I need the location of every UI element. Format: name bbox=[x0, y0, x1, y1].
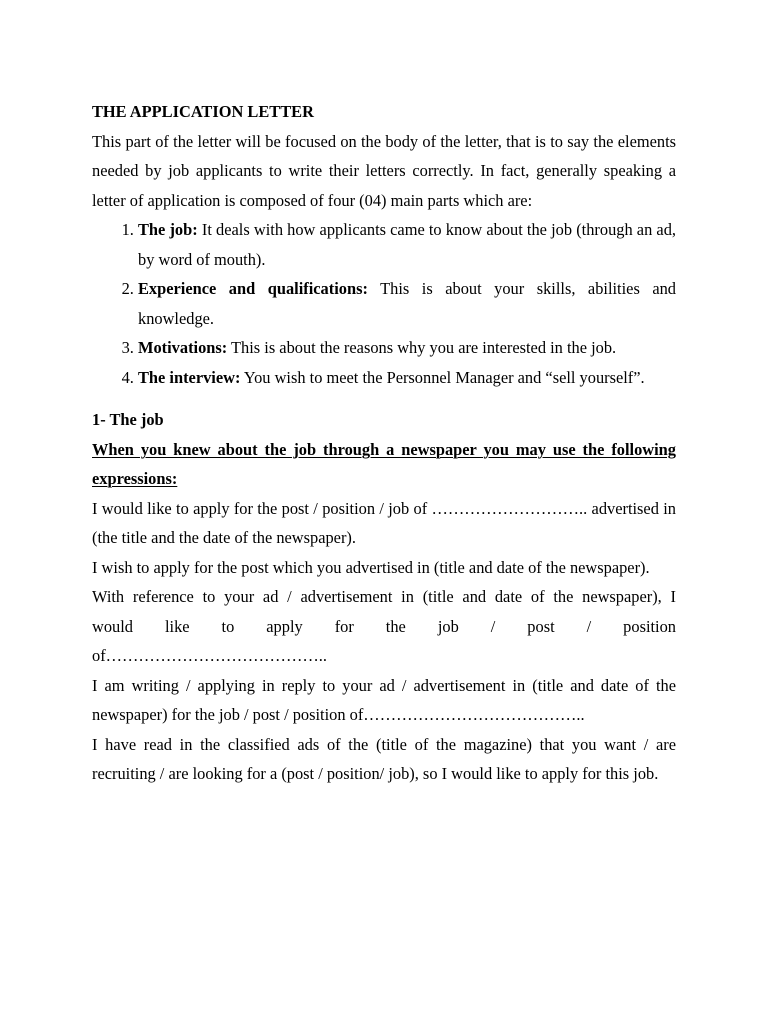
expression-line: With reference to your ad / advertisement in (title and date of the newspaper), I bbox=[92, 587, 676, 606]
expression-paragraph bbox=[92, 582, 676, 671]
expression-line: would like to apply for the job / post / position bbox=[92, 616, 676, 636]
part-term: Motivations: bbox=[138, 338, 228, 357]
part-term: The interview: bbox=[138, 367, 241, 387]
list-item bbox=[138, 215, 676, 274]
part-term: Experience and qualifications: bbox=[138, 279, 368, 298]
list-item bbox=[138, 333, 676, 363]
part-text: This is about the reasons why you are interested in the job. bbox=[227, 338, 617, 357]
section-subheading: When you knew about the job through a newspaper you may use the following expressions: bbox=[92, 439, 676, 488]
parts-list bbox=[92, 215, 676, 392]
expression-paragraph: I have read in the classified ads of the (title of the magazine) that you want / are recruiting / are looking for a (post / position/ job), so I would like to apply for this job. bbox=[92, 734, 676, 783]
document-body bbox=[92, 97, 676, 789]
part-term: The job: bbox=[138, 220, 198, 239]
expression-paragraph: I would like to apply for the post / position / job of ……………………….. advertised in (the title and the date of the newspaper). bbox=[92, 498, 676, 547]
part-text: This is about your skills, abilities and knowledge. bbox=[138, 279, 676, 328]
document-title: THE APPLICATION LETTER bbox=[92, 102, 314, 121]
expression-paragraph: I am writing / applying in reply to your ad / advertisement in (title and date of the newspaper) for the job / post / position of………………………………….. bbox=[92, 675, 676, 724]
part-text: It deals with how applicants came to know about the job (through an ad, by word of mouth). bbox=[138, 220, 676, 269]
intro-paragraph: This part of the letter will be focused on the body of the letter, that is to say the elements needed by job applicants to write their letters correctly. In fact, generally speaking a letter of application is composed of four (04) main parts which are: bbox=[92, 131, 676, 210]
expression-line: of………………………………….. bbox=[92, 646, 327, 665]
expression-paragraph: I wish to apply for the post which you advertised in (title and date of the newspaper). bbox=[92, 557, 650, 577]
part-text: You wish to meet the Personnel Manager and “sell yourself”. bbox=[240, 367, 645, 387]
list-item bbox=[138, 274, 676, 333]
section-heading: 1- The job bbox=[92, 410, 164, 429]
list-item bbox=[138, 363, 676, 393]
